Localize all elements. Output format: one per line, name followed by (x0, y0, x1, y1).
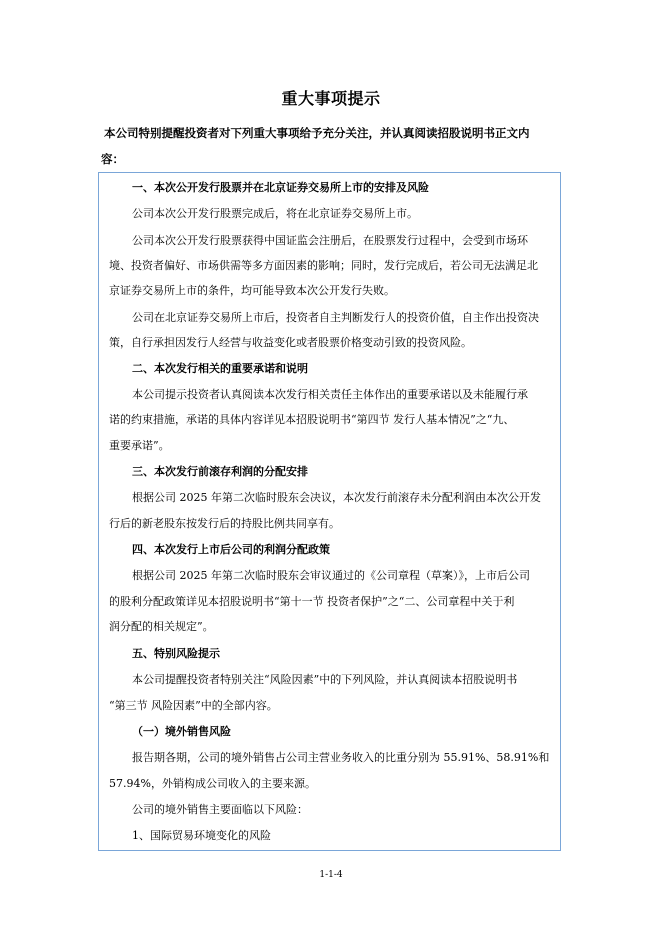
intro-line-1: 本公司特别提醒投资者对下列重大事项给予充分关注，并认真阅读招股说明书正文内 (104, 126, 530, 140)
section5-subheading: （一）境外销售风险 (132, 725, 231, 738)
section4-paragraph: 的股利分配政策详见本招股说明书“第十一节 投资者保护”之“二、公司章程中关于利 (109, 595, 515, 608)
section1-paragraph: 京证券交易所上市的条件，均可能导致本次公开发行失败。 (109, 284, 395, 297)
section4-paragraph: 根据公司 2025 年第二次临时股东会审议通过的《公司章程（草案）》，上市后公司 (132, 569, 530, 582)
section5-paragraph: 报告期各期，公司的境外销售占公司主营业务收入的比重分别为 55.91%、58.91%和 (132, 751, 550, 764)
section5-heading: 五、特别风险提示 (132, 647, 220, 660)
section2-paragraph: 诺的约束措施，承诺的具体内容详见本招股说明书“第四节 发行人基本情况”之“九、 (109, 413, 515, 426)
intro-line-2: 容： (101, 152, 124, 166)
section2-heading: 二、本次发行相关的重要承诺和说明 (132, 362, 308, 375)
section5-paragraph: 本公司提醒投资者特别关注“风险因素”中的下列风险，并认真阅读本招股说明书 (132, 673, 518, 686)
content-box (98, 172, 561, 851)
section5-paragraph: “第三节 风险因素”中的全部内容。 (109, 699, 278, 712)
section1-paragraph: 公司本次公开发行股票获得中国证监会注册后，在股票发行过程中，会受到市场环 (132, 234, 528, 247)
section1-paragraph: 公司在北京证券交易所上市后，投资者自主判断发行人的投资价值，自主作出投资决 (132, 311, 539, 324)
page-title: 重大事项提示 (281, 89, 381, 108)
section2-paragraph: 重要承诺”。 (109, 439, 170, 452)
section4-paragraph: 润分配的相关规定”。 (109, 620, 214, 633)
page-number: 1-1-4 (319, 870, 343, 880)
section1-paragraph: 策，自行承担因发行人经营与收益变化或者股票价格变动引致的投资风险。 (109, 336, 472, 349)
section3-heading: 三、本次发行前滚存利润的分配安排 (132, 465, 308, 478)
section4-heading: 四、本次发行上市后公司的利润分配政策 (132, 543, 330, 556)
section1-paragraph: 境、投资者偏好、市场供需等多方面因素的影响；同时，发行完成后，若公司无法满足北 (109, 259, 538, 272)
section5-paragraph: 公司的境外销售主要面临以下风险： (132, 803, 308, 816)
section3-paragraph: 根据公司 2025 年第二次临时股东会决议，本次发行前滚存未分配利润由本次公开发 (132, 491, 541, 504)
section1-paragraph: 公司本次公开发行股票完成后，将在北京证券交易所上市。 (132, 207, 418, 220)
section2-paragraph: 本公司提示投资者认真阅读本次发行相关责任主体作出的重要承诺以及未能履行承 (132, 388, 528, 401)
section1-heading: 一、本次公开发行股票并在北京证券交易所上市的安排及风险 (132, 181, 429, 194)
section5-paragraph: 57.94%，外销构成公司收入的主要来源。 (109, 777, 316, 790)
section5-paragraph: 1、国际贸易环境变化的风险 (132, 829, 271, 842)
section3-paragraph: 行后的新老股东按发行后的持股比例共同享有。 (109, 517, 340, 530)
